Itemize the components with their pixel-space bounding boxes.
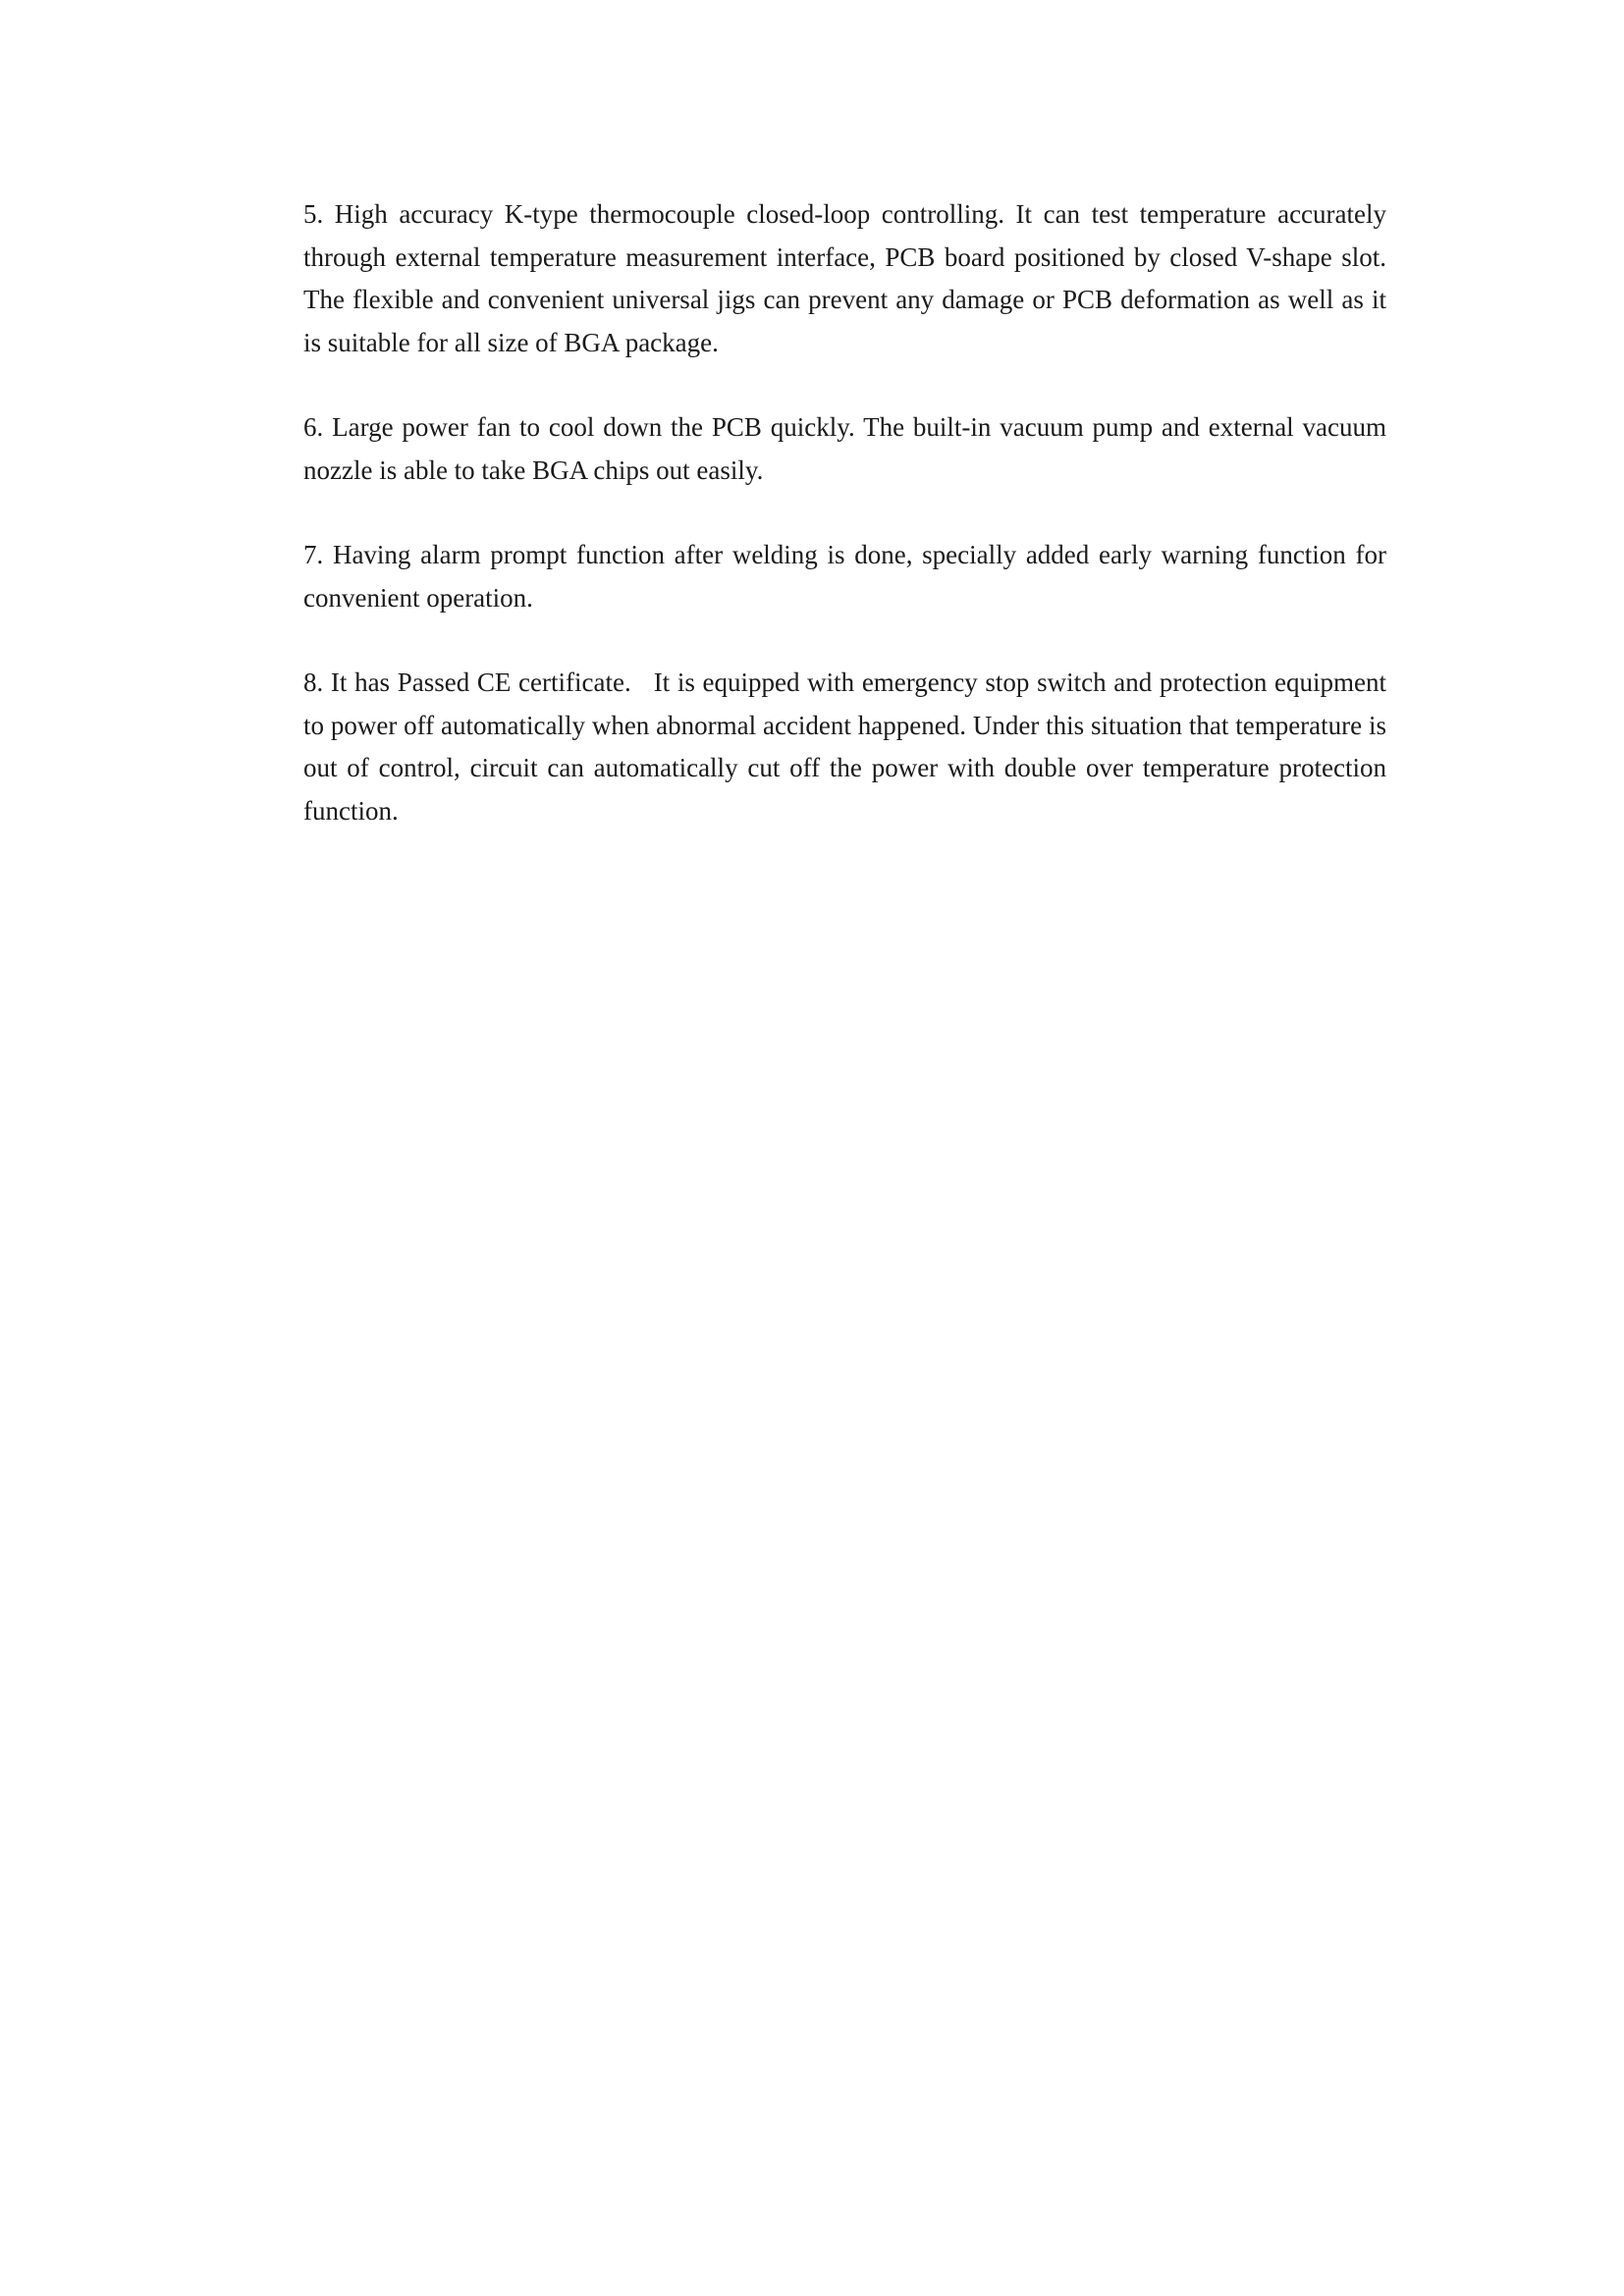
feature-paragraph-5: 5. High accuracy K-type thermocouple closed-loop controlling. It can test temperature accurately through external temperature measurement interface, PCB board positioned by closed V-shape slot. The flexible and convenient universal jigs can prevent any damage or PCB deformation as well as it is suitable for all size of BGA package.	[303, 199, 1386, 357]
document-body	[303, 193, 1393, 832]
feature-paragraph-8: 8. It has Passed CE certificate. It is equipped with emergency stop switch and protection equipment to power off automatically when abnormal accident happened. Under this situation that temperature is out of control, circuit can automatically cut off the power with double over temperature protection function.	[303, 667, 1393, 826]
feature-paragraph-6: 6. Large power fan to cool down the PCB quickly. The built-in vacuum pump and external vacuum nozzle is able to take BGA chips out easily.	[303, 412, 1386, 485]
feature-paragraph-7: 7. Having alarm prompt function after welding is done, specially added early warning function for convenient operation.	[303, 540, 1386, 613]
